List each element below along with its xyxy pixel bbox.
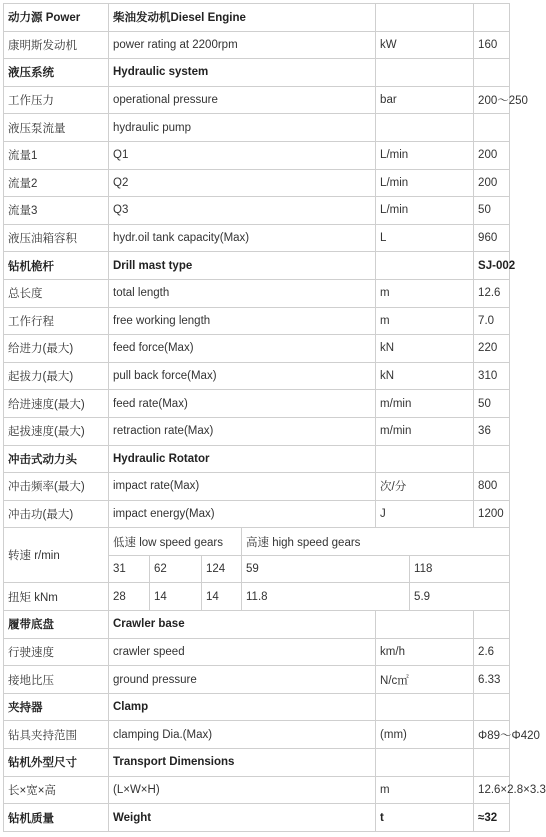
param-value: 50 <box>474 197 510 225</box>
spec-row <box>4 500 510 528</box>
spec-row <box>4 4 510 32</box>
low-speed-header: 低速 low speed gears <box>109 528 242 556</box>
spec-row <box>4 473 510 501</box>
param-value: 200～250 <box>474 86 510 114</box>
param-value: 7.0 <box>474 307 510 335</box>
spec-row <box>4 169 510 197</box>
param-name-zh: 钻具夹持范围 <box>4 721 109 749</box>
param-name-zh: 履带底盘 <box>4 611 109 639</box>
param-name-en: Q2 <box>109 169 376 197</box>
param-name-en: Q3 <box>109 197 376 225</box>
param-value: 800 <box>474 473 510 501</box>
param-value: 310 <box>474 362 510 390</box>
param-unit: t <box>376 804 474 832</box>
param-name-en: free working length <box>109 307 376 335</box>
param-name-en: Hydraulic Rotator <box>109 445 376 473</box>
param-value: ≈32 <box>474 804 510 832</box>
param-value: SJ-002 <box>474 252 510 280</box>
param-name-zh: 起拔速度(最大) <box>4 417 109 445</box>
param-name-zh: 冲击式动力头 <box>4 445 109 473</box>
param-name-zh: 总长度 <box>4 279 109 307</box>
spec-row <box>4 86 510 114</box>
param-value <box>474 693 510 721</box>
param-value: 50 <box>474 390 510 418</box>
spec-row <box>4 721 510 749</box>
spec-row <box>4 804 510 832</box>
low-speed-value: 62 <box>150 555 202 583</box>
param-name-en: Drill mast type <box>109 252 376 280</box>
spec-rows-bottom <box>4 611 546 832</box>
param-name-en: Q1 <box>109 141 376 169</box>
spec-row <box>4 141 510 169</box>
low-speed-value: 31 <box>109 555 150 583</box>
param-name-zh: 起拔力(最大) <box>4 362 109 390</box>
param-value: 220 <box>474 335 510 363</box>
param-unit: kN <box>376 362 474 390</box>
param-name-en: 柴油发动机Diesel Engine <box>109 4 376 32</box>
param-name-en: operational pressure <box>109 86 376 114</box>
param-name-en: hydr.oil tank capacity(Max) <box>109 224 376 252</box>
param-name-en: Transport Dimensions <box>109 749 376 777</box>
spec-row <box>4 114 510 142</box>
param-unit: m <box>376 776 474 804</box>
low-torque-value: 14 <box>150 583 202 611</box>
param-unit: bar <box>376 86 474 114</box>
param-name-zh: 钻机桅杆 <box>4 252 109 280</box>
param-name-en: ground pressure <box>109 666 376 694</box>
spec-row <box>4 252 510 280</box>
param-name-en: impact rate(Max) <box>109 473 376 501</box>
param-value: Φ89～Φ420 <box>474 721 510 749</box>
param-unit: L <box>376 224 474 252</box>
param-value: 200 <box>474 169 510 197</box>
speed-header-row <box>4 528 510 556</box>
low-speed-value: 124 <box>202 555 242 583</box>
param-name-zh: 钻机外型尺寸 <box>4 749 109 777</box>
param-name-en: Clamp <box>109 693 376 721</box>
param-unit: L/min <box>376 141 474 169</box>
param-value <box>474 749 510 777</box>
param-unit: m/min <box>376 390 474 418</box>
param-value: 1200 <box>474 500 510 528</box>
param-name-zh: 流量3 <box>4 197 109 225</box>
param-unit <box>376 693 474 721</box>
param-unit <box>376 114 474 142</box>
param-value: 12.6 <box>474 279 510 307</box>
spec-row <box>4 362 510 390</box>
speed-torque-block <box>4 528 510 611</box>
param-value: 2.6 <box>474 638 510 666</box>
param-value <box>474 611 510 639</box>
param-value: 6.33 <box>474 666 510 694</box>
param-name-zh: 冲击功(最大) <box>4 500 109 528</box>
param-name-en: crawler speed <box>109 638 376 666</box>
spec-row <box>4 335 510 363</box>
spec-rows-top <box>4 4 528 528</box>
high-speed-value: 59 <box>242 555 410 583</box>
param-name-en: impact energy(Max) <box>109 500 376 528</box>
param-name-zh: 液压油箱容积 <box>4 224 109 252</box>
high-torque-value: 5.9 <box>410 583 510 611</box>
param-name-en: total length <box>109 279 376 307</box>
param-value <box>474 114 510 142</box>
spec-row <box>4 445 510 473</box>
param-unit: m <box>376 307 474 335</box>
param-unit: 次/分 <box>376 473 474 501</box>
param-name-zh: 冲击频率(最大) <box>4 473 109 501</box>
high-torque-value: 11.8 <box>242 583 410 611</box>
param-unit <box>376 252 474 280</box>
spec-row <box>4 776 510 804</box>
spec-row <box>4 611 510 639</box>
param-name-en: retraction rate(Max) <box>109 417 376 445</box>
param-name-en: clamping Dia.(Max) <box>109 721 376 749</box>
spec-table-container <box>3 3 546 832</box>
specification-table <box>3 3 546 832</box>
spec-row <box>4 31 510 59</box>
param-unit: m <box>376 279 474 307</box>
param-name-zh: 行驶速度 <box>4 638 109 666</box>
param-value <box>474 4 510 32</box>
spec-row <box>4 279 510 307</box>
param-unit: km/h <box>376 638 474 666</box>
param-unit: (mm) <box>376 721 474 749</box>
param-name-zh: 流量1 <box>4 141 109 169</box>
spec-row <box>4 638 510 666</box>
low-torque-value: 28 <box>109 583 150 611</box>
param-name-en: pull back force(Max) <box>109 362 376 390</box>
param-unit: L/min <box>376 197 474 225</box>
param-unit: kW <box>376 31 474 59</box>
param-value: 36 <box>474 417 510 445</box>
high-speed-header: 高速 high speed gears <box>242 528 510 556</box>
param-unit: N/c㎡ <box>376 666 474 694</box>
param-value: 160 <box>474 31 510 59</box>
spec-row <box>4 59 510 87</box>
spec-row <box>4 307 510 335</box>
param-name-en: feed rate(Max) <box>109 390 376 418</box>
spec-row <box>4 749 510 777</box>
param-name-en: Weight <box>109 804 376 832</box>
param-name-en: hydraulic pump <box>109 114 376 142</box>
spec-row <box>4 693 510 721</box>
param-value <box>474 59 510 87</box>
param-unit <box>376 4 474 32</box>
param-name-en: feed force(Max) <box>109 335 376 363</box>
param-name-zh: 流量2 <box>4 169 109 197</box>
param-value: 200 <box>474 141 510 169</box>
param-name-zh: 工作行程 <box>4 307 109 335</box>
param-name-zh: 接地比压 <box>4 666 109 694</box>
param-unit: kN <box>376 335 474 363</box>
param-value <box>474 445 510 473</box>
torque-label: 扭矩 kNm <box>4 583 109 611</box>
speed-label: 转速 r/min <box>4 528 109 583</box>
param-unit <box>376 611 474 639</box>
spec-row <box>4 666 510 694</box>
param-name-zh: 液压泵流量 <box>4 114 109 142</box>
param-value: 960 <box>474 224 510 252</box>
param-name-zh: 康明斯发动机 <box>4 31 109 59</box>
param-name-en: power rating at 2200rpm <box>109 31 376 59</box>
param-name-zh: 给进速度(最大) <box>4 390 109 418</box>
param-unit: J <box>376 500 474 528</box>
spec-row <box>4 390 510 418</box>
spec-row <box>4 417 510 445</box>
param-unit: m/min <box>376 417 474 445</box>
high-speed-value: 118 <box>410 555 510 583</box>
param-unit: L/min <box>376 169 474 197</box>
spec-row <box>4 197 510 225</box>
param-name-zh: 夹持器 <box>4 693 109 721</box>
param-value: 12.6×2.8×3.3 <box>474 776 510 804</box>
param-name-zh: 钻机质量 <box>4 804 109 832</box>
torque-row <box>4 583 510 611</box>
low-torque-value: 14 <box>202 583 242 611</box>
param-name-zh: 长×宽×高 <box>4 776 109 804</box>
param-name-zh: 动力源 Power <box>4 4 109 32</box>
param-name-en: (L×W×H) <box>109 776 376 804</box>
param-name-zh: 工作压力 <box>4 86 109 114</box>
param-name-en: Crawler base <box>109 611 376 639</box>
param-unit <box>376 445 474 473</box>
param-unit <box>376 749 474 777</box>
spec-row <box>4 224 510 252</box>
param-name-zh: 液压系统 <box>4 59 109 87</box>
param-name-en: Hydraulic system <box>109 59 376 87</box>
param-unit <box>376 59 474 87</box>
param-name-zh: 给进力(最大) <box>4 335 109 363</box>
